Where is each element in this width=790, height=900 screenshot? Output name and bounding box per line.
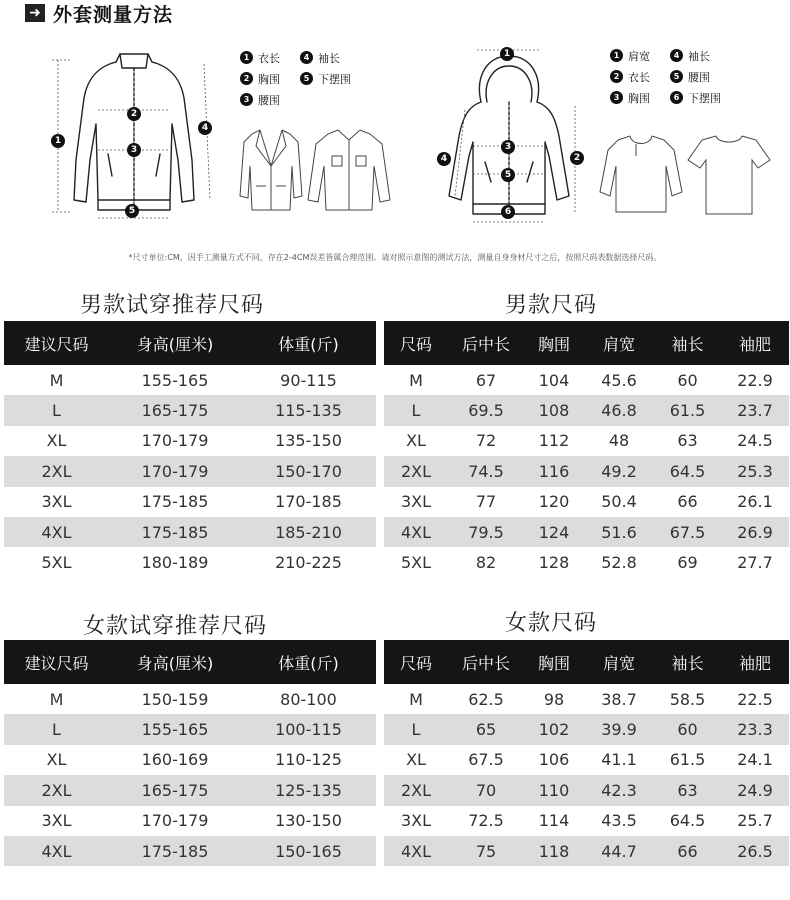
women-size-table-cell: 72.5 xyxy=(468,811,504,831)
men-recommend-table-row xyxy=(4,547,376,577)
sweatshirt-thumbnail xyxy=(598,130,684,216)
blazer-thumbnail xyxy=(238,126,304,214)
women-recommend-table-cell: 150-159 xyxy=(141,689,209,709)
women-recommend-table-cell: 150-165 xyxy=(241,836,376,866)
men-size-table-cell: 77 xyxy=(475,492,497,512)
men-size-table-cell: 45.6 xyxy=(601,370,637,390)
men-recommend-table-cell: 185-210 xyxy=(241,517,376,547)
men-size-column-header: 肩宽 xyxy=(584,321,654,365)
tshirt-thumbnail xyxy=(686,130,772,216)
men-size-table-cell: 49.2 xyxy=(584,456,654,486)
women-recommend-table-cell: 100-115 xyxy=(241,714,376,744)
women-size-table-cell: 75 xyxy=(448,836,524,866)
women-size-table-cell: 23.3 xyxy=(721,714,789,744)
men-size-table-cell: 50.4 xyxy=(601,492,637,512)
men-size-table-cell: 72 xyxy=(475,431,497,451)
women-size-table-cell: 110 xyxy=(524,775,584,805)
marker-1-length: 1 xyxy=(51,134,65,148)
men-recommend-table-cell: 210-225 xyxy=(275,553,342,573)
men-size-table-cell: 69 xyxy=(677,553,698,573)
men-size-table-row xyxy=(384,487,789,517)
women-recommend-table-row xyxy=(4,836,376,866)
men-size-table-cell: 67.5 xyxy=(654,517,721,547)
men-size-table-cell: 23.7 xyxy=(721,395,789,425)
women-recommend-column-header: 身高(厘米) xyxy=(109,640,241,684)
men-recommend-header-row xyxy=(4,321,376,365)
men-recommend-table-row xyxy=(4,517,376,547)
women-size-table-row xyxy=(384,684,789,714)
women-recommend-table-cell: 170-179 xyxy=(141,811,209,831)
men-size-table-cell: 27.7 xyxy=(737,553,773,573)
women-size-table-row xyxy=(384,745,789,775)
men-size-table-cell: 69.5 xyxy=(448,395,524,425)
women-size-table-cell: 24.1 xyxy=(737,750,773,770)
men-size-table-row xyxy=(384,365,789,395)
men-recommend-table-cell: 4XL xyxy=(4,517,109,547)
women-size-table-cell: 114 xyxy=(538,811,570,831)
men-recommend-table-cell: L xyxy=(4,395,109,425)
women-size-table-cell: 106 xyxy=(538,750,570,770)
women-recommend-table-cell: XL xyxy=(46,750,67,770)
men-recommend-table-row xyxy=(4,395,376,425)
men-size-table-cell: L xyxy=(384,395,448,425)
men-recommend-table-cell: 90-115 xyxy=(280,370,337,390)
marker-3-chest: 3 xyxy=(501,140,515,154)
women-recommend-table-row xyxy=(4,806,376,836)
men-size-table-row xyxy=(384,426,789,456)
men-recommend-table-cell: 3XL xyxy=(41,492,72,512)
women-size-table-cell: 26.5 xyxy=(721,836,789,866)
men-size-table-cell: 2XL xyxy=(384,456,448,486)
men-size-table-row xyxy=(384,517,789,547)
men-recommend-table-cell: 150-170 xyxy=(241,456,376,486)
women-recommend-title: 女款试穿推荐尺码 xyxy=(83,614,268,639)
women-size-table-cell: 22.5 xyxy=(737,689,773,709)
women-size-title: 女款尺码 xyxy=(505,611,598,636)
women-size-table-cell: 41.1 xyxy=(601,750,637,770)
marker-5-hem: 5 xyxy=(125,204,139,218)
men-size-table-cell: XL xyxy=(406,431,426,451)
women-size-table-cell: 44.7 xyxy=(584,836,654,866)
women-size-table-cell: 2XL xyxy=(384,775,448,805)
men-size-table-row xyxy=(384,547,789,577)
women-size-column-header: 胸围 xyxy=(524,640,584,684)
men-size-column-header: 尺码 xyxy=(384,321,448,365)
women-size-table-cell: 60 xyxy=(654,714,721,744)
page-title: 外套测量方法 xyxy=(53,3,174,26)
men-size-table-cell: 67 xyxy=(475,370,497,390)
shirt-thumbnail xyxy=(306,126,392,214)
men-size-table-cell: 22.9 xyxy=(737,370,773,390)
women-recommend-table-cell: 125-135 xyxy=(241,775,376,805)
men-size-table-cell: 4XL xyxy=(384,517,448,547)
men-recommend-column-header: 身高(厘米) xyxy=(109,321,241,365)
men-size-table xyxy=(384,321,789,578)
women-size-table-cell: 70 xyxy=(448,775,524,805)
men-size-table-row xyxy=(384,456,789,486)
women-recommend-table-cell: M xyxy=(49,689,64,709)
men-size-table-cell: 26.9 xyxy=(721,517,789,547)
women-recommend-table-cell: 110-125 xyxy=(275,750,342,770)
women-recommend-table-cell: 155-165 xyxy=(109,714,241,744)
women-recommend-column-header: 体重(斤) xyxy=(241,640,376,684)
men-size-table-cell: 104 xyxy=(538,370,570,390)
men-recommend-table-cell: 5XL xyxy=(41,553,72,573)
men-size-table-cell: 48 xyxy=(608,431,630,451)
women-recommend-table-row xyxy=(4,714,376,744)
women-size-column-header: 后中长 xyxy=(448,640,524,684)
marker-2-length: 2 xyxy=(570,151,584,165)
men-size-table-cell: 3XL xyxy=(400,492,432,512)
men-size-table-cell: 79.5 xyxy=(448,517,524,547)
men-size-table-cell: 25.3 xyxy=(721,456,789,486)
men-size-column-header: 袖长 xyxy=(654,321,721,365)
women-size-table-cell: 64.5 xyxy=(669,811,706,831)
men-recommend-table-cell: 135-150 xyxy=(275,431,342,451)
women-size-table-cell: 38.7 xyxy=(601,689,637,709)
men-recommend-table-cell: 170-185 xyxy=(275,492,342,512)
women-size-table-cell: 63 xyxy=(654,775,721,805)
women-size-table-cell: 25.7 xyxy=(737,811,773,831)
men-size-table-row xyxy=(384,395,789,425)
women-recommend-table-row xyxy=(4,775,376,805)
jacket-legend: 1 衣长 4 袖长 2 胸围 5 下摆围 3 腰围 xyxy=(240,47,360,110)
men-size-table-cell: 61.5 xyxy=(654,395,721,425)
women-size-table-cell: L xyxy=(384,714,448,744)
men-recommend-table-cell: M xyxy=(49,370,64,390)
men-recommend-table-cell: 115-135 xyxy=(241,395,376,425)
women-size-table-cell: 4XL xyxy=(384,836,448,866)
women-size-column-header: 肩宽 xyxy=(584,640,654,684)
women-size-table-cell: 67.5 xyxy=(468,750,504,770)
men-recommend-table-row xyxy=(4,487,376,517)
women-size-table-row xyxy=(384,806,789,836)
men-size-table-cell: 74.5 xyxy=(448,456,524,486)
marker-4-sleeve: 4 xyxy=(198,121,212,135)
women-size-header-row xyxy=(384,640,789,684)
men-size-table-cell: 52.8 xyxy=(601,553,637,573)
men-size-table-cell: 108 xyxy=(524,395,584,425)
women-recommend-table-cell: 80-100 xyxy=(280,689,337,709)
women-size-table-cell: 66 xyxy=(654,836,721,866)
women-recommend-table-cell: 175-185 xyxy=(109,836,241,866)
men-recommend-table-cell: 175-185 xyxy=(109,517,241,547)
women-recommend-column-header: 建议尺码 xyxy=(4,640,109,684)
men-recommend-table-row xyxy=(4,456,376,486)
men-recommend-table-cell: 180-189 xyxy=(141,553,209,573)
women-recommend-table-cell: 4XL xyxy=(4,836,109,866)
women-size-table-cell: 118 xyxy=(524,836,584,866)
men-size-header-row xyxy=(384,321,789,365)
men-recommend-table-cell: XL xyxy=(46,431,67,451)
men-recommend-table xyxy=(4,321,376,578)
women-size-table-row xyxy=(384,775,789,805)
men-size-column-header: 胸围 xyxy=(524,321,584,365)
men-size-table-cell: 60 xyxy=(677,370,698,390)
women-size-table-row xyxy=(384,714,789,744)
women-size-table-cell: 42.3 xyxy=(584,775,654,805)
women-size-column-header: 尺码 xyxy=(384,640,448,684)
men-recommend-table-row xyxy=(4,426,376,456)
women-recommend-table-row xyxy=(4,745,376,775)
men-size-column-header: 后中长 xyxy=(448,321,524,365)
men-recommend-column-header: 建议尺码 xyxy=(4,321,109,365)
men-size-table-cell: 63 xyxy=(677,431,698,451)
men-size-table-cell: 82 xyxy=(475,553,497,573)
jacket-measurement-illustration xyxy=(40,50,230,225)
marker-4-sleeve: 4 xyxy=(437,152,451,166)
women-size-table-row xyxy=(384,836,789,866)
women-size-table-cell: 102 xyxy=(524,714,584,744)
men-size-title: 男款尺码 xyxy=(505,293,598,318)
marker-1-shoulder: 1 xyxy=(500,47,514,61)
men-size-table-cell: 51.6 xyxy=(584,517,654,547)
men-recommend-table-cell: 2XL xyxy=(4,456,109,486)
women-size-table-cell: 39.9 xyxy=(584,714,654,744)
page-header xyxy=(25,0,173,26)
men-recommend-column-header: 体重(斤) xyxy=(241,321,376,365)
women-recommend-table-cell: 160-169 xyxy=(141,750,209,770)
women-size-table-cell: 65 xyxy=(448,714,524,744)
women-size-table-cell: XL xyxy=(406,750,426,770)
men-size-table-cell: 64.5 xyxy=(654,456,721,486)
men-recommend-table-cell: 155-165 xyxy=(141,370,209,390)
hoodie-legend: 1 肩宽 4 袖长 2 衣长 5 腰围 3 胸围 6 下摆围 xyxy=(610,45,730,108)
women-size-table-cell: 43.5 xyxy=(601,811,637,831)
men-recommend-table-cell: 165-175 xyxy=(109,395,241,425)
men-size-table-cell: 24.5 xyxy=(737,431,773,451)
women-size-table-cell: 24.9 xyxy=(721,775,789,805)
marker-6-hem: 6 xyxy=(501,205,515,219)
men-size-table-cell: 128 xyxy=(538,553,570,573)
women-size-table-cell: 61.5 xyxy=(669,750,706,770)
women-recommend-header-row xyxy=(4,640,376,684)
men-recommend-table-cell: 175-185 xyxy=(141,492,209,512)
men-recommend-table-cell: 170-179 xyxy=(141,431,209,451)
women-recommend-table xyxy=(4,640,376,866)
men-size-table-cell: 116 xyxy=(524,456,584,486)
men-recommend-table-row xyxy=(4,365,376,395)
marker-2-chest: 2 xyxy=(127,107,141,121)
women-size-table-cell: 62.5 xyxy=(468,689,504,709)
women-size-column-header: 袖肥 xyxy=(721,640,789,684)
women-size-table xyxy=(384,640,789,866)
men-size-table-cell: 66 xyxy=(677,492,698,512)
measurement-note: *尺寸单位:CM，因手工测量方式不同，存在2-4CM误差皆属合理范围。请对照示意图的测试方法，测量自身身材尺寸之后，按照尺码表数据选择尺码。 xyxy=(128,253,662,262)
men-size-table-cell: 26.1 xyxy=(737,492,773,512)
men-size-table-cell: 120 xyxy=(538,492,570,512)
men-recommend-table-cell: 170-179 xyxy=(109,456,241,486)
women-recommend-table-cell: L xyxy=(4,714,109,744)
arrow-right-icon: ➜ xyxy=(25,4,45,22)
men-recommend-title: 男款试穿推荐尺码 xyxy=(80,293,265,318)
women-size-table-cell: M xyxy=(409,689,423,709)
men-size-table-cell: 5XL xyxy=(400,553,432,573)
women-size-column-header: 袖长 xyxy=(654,640,721,684)
hoodie-measurement-illustration xyxy=(425,46,595,226)
women-size-table-cell: 58.5 xyxy=(669,689,706,709)
men-size-table-cell: 112 xyxy=(538,431,570,451)
women-recommend-table-cell: 165-175 xyxy=(109,775,241,805)
women-recommend-table-cell: 130-150 xyxy=(275,811,342,831)
women-recommend-table-cell: 2XL xyxy=(4,775,109,805)
men-size-table-cell: M xyxy=(409,370,423,390)
women-recommend-table-row xyxy=(4,684,376,714)
men-size-table-cell: 124 xyxy=(524,517,584,547)
women-size-table-cell: 98 xyxy=(543,689,565,709)
women-size-table-cell: 3XL xyxy=(400,811,432,831)
marker-5-waist: 5 xyxy=(501,168,515,182)
men-size-table-cell: 46.8 xyxy=(584,395,654,425)
men-size-column-header: 袖肥 xyxy=(721,321,789,365)
marker-3-waist: 3 xyxy=(127,143,141,157)
women-recommend-table-cell: 3XL xyxy=(41,811,72,831)
